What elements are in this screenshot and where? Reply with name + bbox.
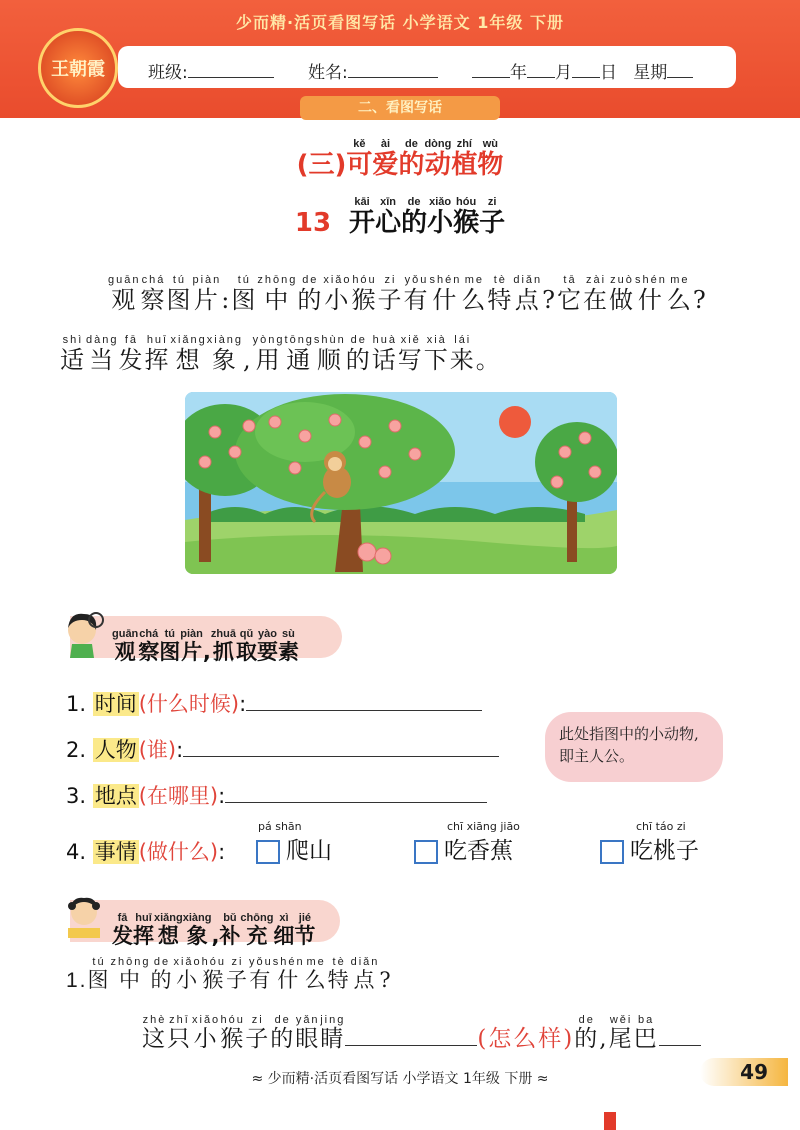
- answer-part-1-char: 子zi: [245, 1014, 271, 1052]
- instruction-2-char: 象xiàng: [206, 334, 244, 374]
- instruction-2-char: 适shì: [60, 334, 86, 374]
- imagine-title-char: 补bǔ: [219, 912, 241, 948]
- unit-title-char: 物wù: [477, 138, 504, 180]
- unit-title-char: 爱ài: [372, 138, 399, 180]
- instruction-1-char: 有yǒu: [403, 274, 430, 314]
- unit-title-char: 的de: [398, 138, 425, 180]
- answer-sentence: 这zhè只zhī小xiǎo猴hóu子zi的de眼yǎn睛jing(怎么样)的de,尾wěi巴ba: [142, 1014, 701, 1054]
- instruction-2-char: 写xiě: [397, 334, 424, 374]
- time-answer-line[interactable]: [246, 710, 482, 711]
- observe-title-char: 素sù: [277, 628, 299, 664]
- option-climb-checkbox[interactable]: [256, 840, 280, 864]
- lesson-title-char: 开kāi: [349, 196, 376, 238]
- imagine-title-char: 想xiǎng: [154, 912, 183, 948]
- series-title: 少而精·活页看图写话 小学语文 1年级 下册: [236, 13, 564, 32]
- instruction-1-char: 图tú: [231, 274, 258, 314]
- answer-part-1-char: 只zhī: [167, 1014, 192, 1052]
- imagine-title-char: 发fā: [112, 912, 133, 948]
- instruction-1-char: 察chá: [140, 274, 167, 314]
- lesson-title-char: 的de: [401, 196, 428, 238]
- page-footer: ≈ 少而精·活页看图写话 小学语文 1年级 下册 ≈: [251, 1071, 549, 1087]
- question-1-char: 有yǒu: [249, 956, 273, 992]
- instruction-2-char: 用yòng: [252, 334, 285, 374]
- answer-part-1-char: 眼yǎn: [295, 1014, 321, 1052]
- instruction-1-char: ?: [542, 286, 557, 314]
- instruction-1-char: 的de: [297, 274, 324, 314]
- lesson-title-char: 心xīn: [375, 196, 402, 238]
- instruction-2-char: 想xiǎng: [170, 334, 207, 374]
- imagine-title-char: 充chōng: [240, 912, 274, 948]
- brand-logo: 王朝霞: [38, 28, 118, 108]
- observe-item-event: 4. 事情(做什么):: [66, 840, 226, 864]
- option-peach-checkbox[interactable]: [600, 840, 624, 864]
- instruction-1-char: 做zuò: [609, 274, 635, 314]
- observe-title-char: 取qǔ: [235, 628, 257, 664]
- question-1-char: 子zi: [226, 956, 250, 992]
- unit-title-char: 动dòng: [424, 138, 452, 180]
- observe-title-char: 要yào: [256, 628, 278, 664]
- instruction-1-char: 在zài: [583, 274, 609, 314]
- instruction-2-char: ,: [243, 346, 253, 374]
- instruction-1-char: 图tú: [166, 274, 193, 314]
- question-1: 1.图tú中zhōng的de小xiǎo猴hóu子zi有yǒu什shén么me特tè点diǎn?: [66, 956, 393, 992]
- lesson-title-char: 子zi: [479, 196, 506, 238]
- imagine-title-char: 挥huī: [133, 912, 154, 948]
- unit-title-char: 可kě: [346, 138, 373, 180]
- child-reading-icon: [62, 892, 106, 942]
- lesson-title: [0, 196, 800, 239]
- imagine-title-char: 细xì: [273, 912, 295, 948]
- instruction-1-char: 特tè: [487, 274, 514, 314]
- lesson-number: 13: [294, 208, 332, 238]
- instruction-2-char: 当dàng: [86, 334, 119, 374]
- answer-part-1-char: 的de: [270, 1014, 296, 1052]
- question-1-char: ?: [379, 968, 393, 992]
- observe-section-header: [70, 616, 342, 664]
- option-climb[interactable]: 爬山: [256, 832, 332, 865]
- tail-answer-line[interactable]: [659, 1045, 701, 1046]
- observe-title: [112, 628, 299, 666]
- instruction-1-char: 片piàn: [192, 274, 222, 314]
- observe-title-char: 观guān: [112, 628, 139, 664]
- lesson-title-char: 猴hóu: [453, 196, 480, 238]
- instruction-1-char: 中zhōng: [257, 274, 298, 314]
- answer-part-1-char: 猴hóu: [220, 1014, 246, 1052]
- instruction-1-char: 么me: [461, 274, 488, 314]
- question-1-char: 图tú: [87, 956, 111, 992]
- observe-title-char: 抓zhuā: [210, 628, 236, 664]
- option-1-pinyin: pá shān: [258, 820, 302, 833]
- observe-title-char: 片piàn: [180, 628, 203, 664]
- answer-part-2-char: 巴ba: [633, 1014, 659, 1052]
- hint-bubble: 此处指图中的小动物,即主人公。: [545, 712, 723, 782]
- class-field[interactable]: 班级:: [148, 58, 274, 83]
- instruction-1-char: 猴hóu: [351, 274, 378, 314]
- question-1-char: 猴hóu: [201, 956, 227, 992]
- instruction-1-char: 小xiǎo: [323, 274, 352, 314]
- answer-part-2-char: 尾wěi: [608, 1014, 634, 1052]
- instruction-2-char: 的de: [345, 334, 372, 374]
- instruction-1-char: 什shén: [635, 274, 667, 314]
- imagine-title-char: 象xiàng: [182, 912, 212, 948]
- observe-item-time: 1. 时间(什么时候):: [66, 688, 482, 718]
- answer-part-1-char: 这zhè: [142, 1014, 167, 1052]
- instruction-1-char: :: [221, 286, 232, 314]
- instruction-2-char: 话huà: [371, 334, 398, 374]
- instruction-line-2: [60, 334, 502, 375]
- instruction-1-char: 点diǎn: [513, 274, 543, 314]
- question-1-char: 中zhōng: [110, 956, 151, 992]
- unit-title-words: [346, 138, 504, 180]
- instruction-2-char: 来lái: [449, 334, 476, 374]
- question-1-char: 点diǎn: [350, 956, 380, 992]
- unit-title-char: 植zhí: [451, 138, 478, 180]
- instruction-1-char: 观guān: [108, 274, 141, 314]
- instruction-1-char: 子zi: [377, 274, 404, 314]
- instruction-2-char: 通tōng: [284, 334, 314, 374]
- answer-part-1-char: 小xiǎo: [192, 1014, 221, 1052]
- instruction-2-char: 下xià: [423, 334, 450, 374]
- answer-part-1-char: 睛jing: [320, 1014, 346, 1052]
- section-tag: 二、看图写话: [300, 96, 500, 120]
- option-3-pinyin: chī táo zi: [636, 820, 686, 833]
- imagine-title-char: 节jié: [294, 912, 316, 948]
- observe-title-char: 图tú: [159, 628, 181, 664]
- date-field[interactable]: 年 月 日 星期: [472, 58, 693, 83]
- instruction-line-1: [108, 274, 708, 315]
- question-1-char: 么me: [304, 956, 328, 992]
- answer-part-2-char: ,: [599, 1026, 609, 1052]
- unit-title: (三)可kě爱ài的de动dòng植zhí物wù: [296, 138, 504, 180]
- instruction-2-char: 发fā: [118, 334, 145, 374]
- lesson-title-words: [349, 196, 506, 238]
- instruction-2-char: 挥huī: [144, 334, 171, 374]
- observe-item-character: 2. 人物(谁):: [66, 734, 499, 764]
- question-1-char: 小xiǎo: [173, 956, 202, 992]
- name-field[interactable]: 姓名:: [308, 58, 438, 83]
- option-banana[interactable]: 吃香蕉: [414, 832, 513, 865]
- imagine-section-header: [70, 900, 340, 948]
- option-banana-checkbox[interactable]: [414, 840, 438, 864]
- observe-title-char: 察chá: [138, 628, 160, 664]
- place-answer-line[interactable]: [225, 802, 487, 803]
- observe-item-place: 3. 地点(在哪里):: [66, 780, 487, 810]
- option-2-pinyin: chī xiāng jiāo: [447, 820, 520, 833]
- character-answer-line[interactable]: [183, 756, 499, 757]
- eyes-answer-line[interactable]: [345, 1045, 477, 1046]
- scene-illustration: [185, 392, 617, 574]
- imagine-title: [112, 912, 315, 950]
- observe-title-char: ,: [202, 640, 211, 664]
- child-magnifier-icon: [62, 608, 106, 658]
- instruction-1-char: 么me: [666, 274, 693, 314]
- instruction-1-char: 什shén: [429, 274, 462, 314]
- option-peach[interactable]: 吃桃子: [600, 832, 699, 865]
- page-edge-mark: [604, 1112, 616, 1130]
- page-number: 49: [700, 1058, 788, 1086]
- answer-part-2-char: 的de: [574, 1014, 600, 1052]
- question-1-char: 特tè: [327, 956, 351, 992]
- lesson-title-char: 小xiǎo: [427, 196, 454, 238]
- question-1-char: 什shén: [272, 956, 305, 992]
- instruction-2-char: 。: [475, 346, 502, 374]
- imagine-title-char: ,: [211, 924, 220, 948]
- question-1-char: 的de: [150, 956, 174, 992]
- instruction-1-char: 它tā: [557, 274, 583, 314]
- instruction-1-char: ?: [692, 286, 708, 314]
- sun-icon: [499, 406, 531, 438]
- instruction-2-char: 顺shùn: [313, 334, 346, 374]
